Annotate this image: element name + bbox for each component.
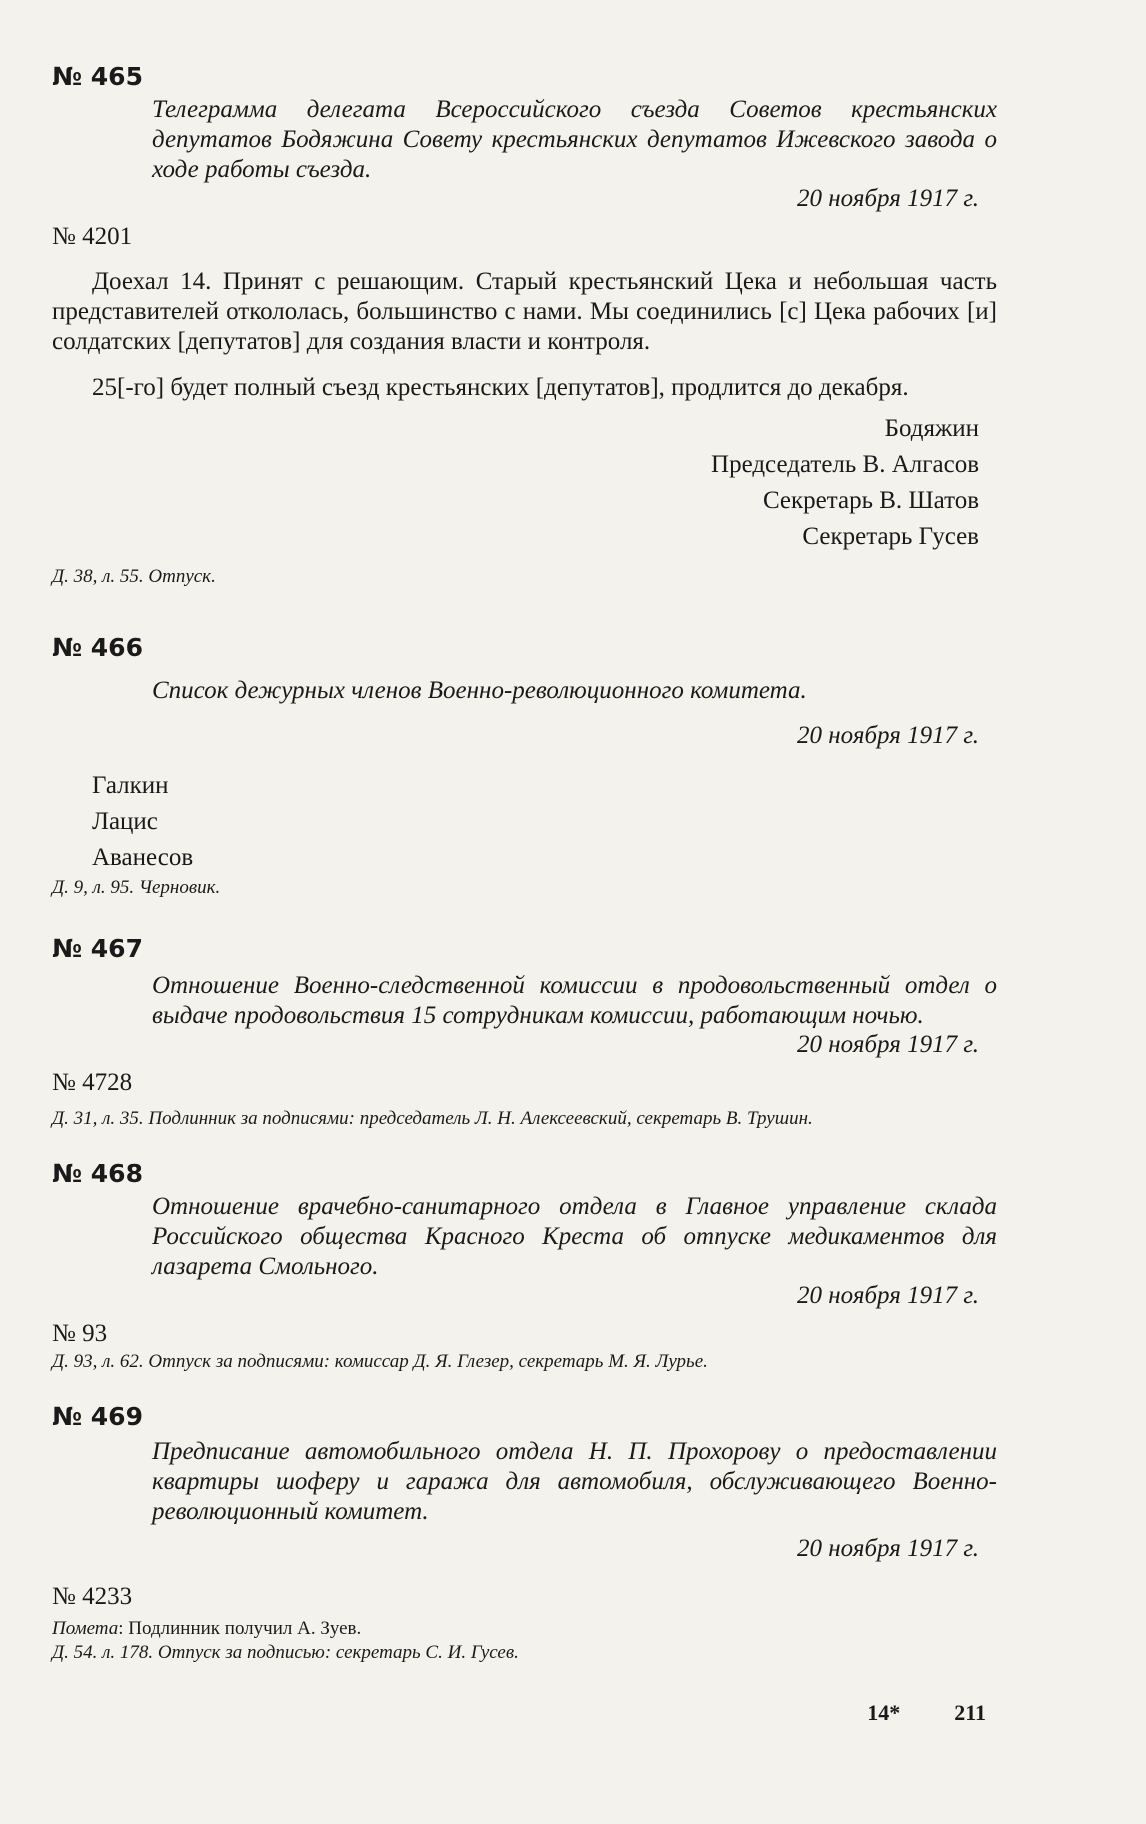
registration-number: № 93	[52, 1320, 108, 1347]
signature-mark: 14*	[867, 1700, 901, 1725]
document-number: № 468	[52, 1159, 143, 1188]
document-468	[52, 1159, 997, 1374]
page-footer	[813, 1700, 986, 1726]
registration-number: № 4728	[52, 1069, 133, 1096]
duty-members-list	[92, 768, 997, 876]
registration-number: № 4233	[52, 1583, 133, 1610]
archive-note: Д. 38, л. 55. Отпуск.	[52, 566, 216, 587]
document-date: 20 ноября 1917 г.	[797, 1535, 979, 1562]
document-467	[52, 934, 997, 1131]
document-date: 20 ноября 1917 г.	[797, 1282, 979, 1309]
body-paragraph: Доехал 14. Принят с решающим. Старый крестьянский Цека и небольшая часть представителей откололась, большинство с нами. Мы соединились [с] Цека рабочих [и] солдатских [депутатов] для создания власти и контроля.	[52, 268, 997, 355]
archive-note: Д. 9, л. 95. Черновик.	[52, 877, 221, 898]
document-title: Отношение врачебно-санитарного отдела в Главное управление склада Российского общества Красного Креста об отпуске медикаментов для лазарета Смольного.	[152, 1193, 997, 1280]
document-date: 20 ноября 1917 г.	[797, 1031, 979, 1058]
registration-number: № 4201	[52, 223, 133, 250]
list-item: Лацис	[92, 808, 158, 835]
archive-note: Д. 93, л. 62. Отпуск за подписями: комиссар Д. Я. Глезер, секретарь М. Я. Лурье.	[52, 1351, 708, 1372]
mark-label: Помета	[52, 1618, 119, 1639]
signature-line: Секретарь Гусев	[802, 523, 979, 550]
signature-line: Бодяжин	[884, 415, 979, 442]
document-number: № 466	[52, 633, 143, 662]
list-item: Галкин	[92, 772, 169, 799]
document-466	[52, 633, 997, 900]
mark-note	[52, 1617, 997, 1641]
list-item: Аванесов	[92, 844, 194, 871]
signature-line: Председатель В. Алгасов	[711, 451, 979, 478]
archive-note: Д. 54. л. 178. Отпуск за подписью: секретарь С. И. Гусев.	[52, 1642, 519, 1663]
archive-note: Д. 31, л. 35. Подлинник за подписями: председатель Л. Н. Алексеевский, секретарь В. Трушин.	[52, 1108, 813, 1129]
document-page	[52, 62, 997, 1693]
document-469	[52, 1402, 997, 1665]
body-paragraph: 25[-го] будет полный съезд крестьянских [депутатов], продлится до декабря.	[92, 374, 909, 401]
document-title: Отношение Военно-следственной комиссии в продовольственный отдел о выдаче продовольствия 15 сотрудникам комиссии, работающим ночью.	[152, 972, 997, 1029]
document-number: № 465	[52, 62, 143, 91]
page-number: 211	[954, 1700, 986, 1725]
document-body	[52, 267, 997, 403]
document-date: 20 ноября 1917 г.	[797, 185, 979, 212]
document-title: Список дежурных членов Военно-революционного комитета.	[152, 677, 807, 704]
document-number: № 469	[52, 1402, 143, 1431]
mark-text: : Подлинник получил А. Зуев.	[118, 1618, 362, 1639]
document-date: 20 ноября 1917 г.	[797, 722, 979, 749]
signature-line: Секретарь В. Шатов	[762, 487, 979, 514]
document-title: Телеграмма делегата Всероссийского съезда Советов крестьянских депутатов Бодяжина Совету крестьянских депутатов Ижевского завода о ходе работы съезда.	[152, 96, 997, 183]
document-title: Предписание автомобильного отдела Н. П. Прохорову о предоставлении квартиры шоферу и гаража для автомобиля, обслуживающего Военно-революционный комитет.	[152, 1438, 997, 1525]
signature-block	[52, 411, 997, 555]
document-number: № 467	[52, 934, 143, 963]
document-465	[52, 62, 997, 589]
